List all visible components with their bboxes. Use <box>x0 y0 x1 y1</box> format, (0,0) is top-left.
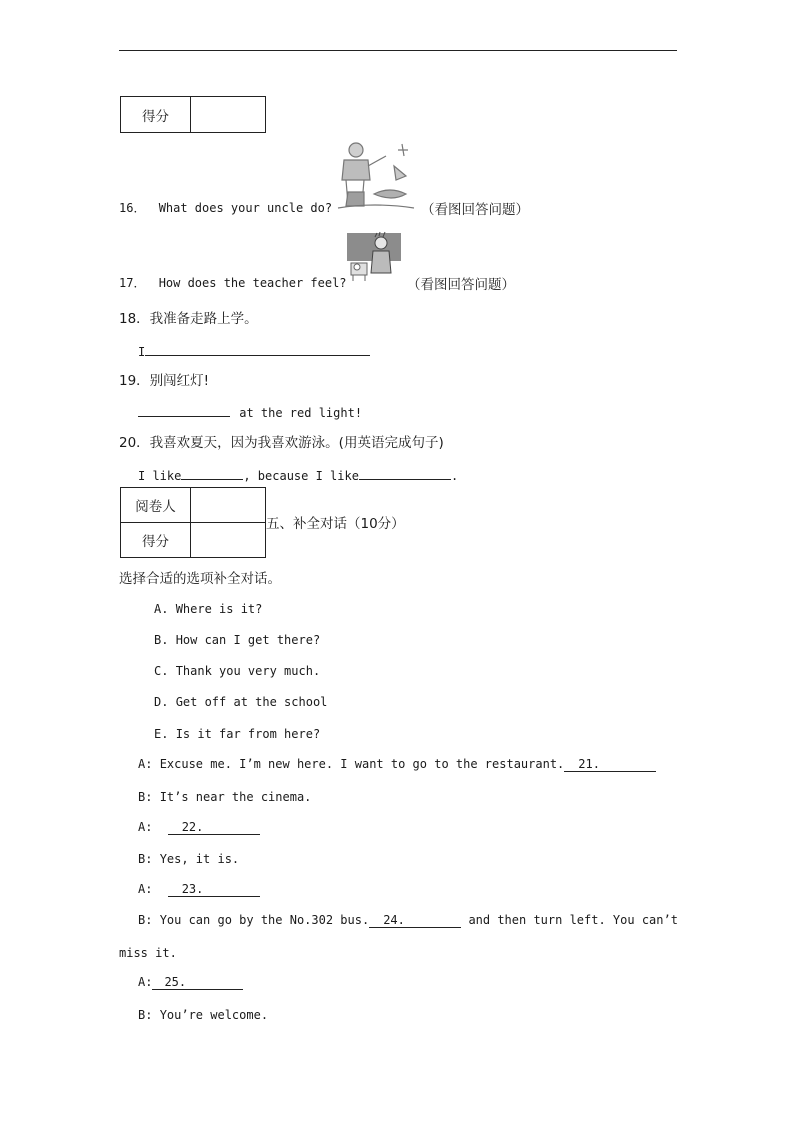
line-text: Yes, it is. <box>159 852 240 866</box>
score-label: 得分 <box>121 97 191 133</box>
option-text: Where is it? <box>175 602 263 616</box>
speaker: B: <box>138 852 153 866</box>
option-letter: A. <box>154 602 169 616</box>
dialogue-line-7 <box>138 975 243 990</box>
speaker: A: <box>138 820 153 834</box>
blank-number: 23. <box>181 882 204 896</box>
option-a <box>154 602 262 616</box>
dialogue-line-6-wrap: miss it. <box>119 946 177 960</box>
answer-end: . <box>450 469 459 483</box>
answer-blank-1[interactable] <box>181 466 243 480</box>
speaker: B: <box>138 913 153 927</box>
answer-blank-24[interactable] <box>369 913 461 928</box>
question-17-hint: （看图回答问题） <box>407 277 515 293</box>
answer-blank-2[interactable] <box>359 466 451 480</box>
option-text: Get off at the school <box>175 695 328 709</box>
reviewer-label: 阅卷人 <box>121 488 191 523</box>
line-text: Excuse me. I’m new here. I want to go to the restaurant. <box>159 757 565 771</box>
option-text: How can I get there? <box>175 633 321 647</box>
question-17 <box>119 274 347 291</box>
answer-prefix: I <box>138 345 146 359</box>
dialogue-line-3 <box>138 820 260 835</box>
option-letter: D. <box>154 695 169 709</box>
answer-part-1: I like <box>138 469 182 483</box>
option-text: Is it far from here? <box>175 727 321 741</box>
speaker: A: <box>138 975 153 989</box>
question-text: What does your uncle do? <box>158 201 333 215</box>
line-text: You’re welcome. <box>159 1008 269 1022</box>
question-16-hint: （看图回答问题） <box>421 202 529 218</box>
question-number: 16． <box>119 201 146 215</box>
option-b <box>154 633 320 647</box>
option-letter: E. <box>154 727 169 741</box>
blank-number: 24. <box>383 913 405 927</box>
dialogue-line-5 <box>138 882 260 897</box>
option-letter: C. <box>154 664 169 678</box>
section-title: 五、补全对话（10分） <box>266 516 405 532</box>
teacher-illustration-icon <box>347 229 401 283</box>
option-e <box>154 727 320 741</box>
question-18-prompt: 18．我准备走路上学。 <box>119 311 258 327</box>
answer-blank-22[interactable] <box>168 820 260 835</box>
blank-number: 25. <box>164 975 187 989</box>
question-20-answer <box>138 466 458 483</box>
dialogue-line-2 <box>138 790 311 804</box>
answer-blank-23[interactable] <box>168 882 260 897</box>
score-cell[interactable] <box>191 523 266 558</box>
answer-blank[interactable] <box>138 403 230 417</box>
blank-number: 22. <box>181 820 204 834</box>
grader-table <box>120 487 266 558</box>
answer-part-2: , because I like <box>243 469 359 483</box>
speaker: B: <box>138 790 153 804</box>
speaker: A: <box>138 882 153 896</box>
question-16 <box>119 199 332 216</box>
dialogue-line-1 <box>138 757 656 772</box>
score-value-cell[interactable] <box>191 97 266 133</box>
question-text: How does the teacher feel? <box>158 276 347 290</box>
question-18-answer <box>138 342 370 359</box>
reviewer-cell[interactable] <box>191 488 266 523</box>
line-text: It’s near the cinema. <box>159 790 312 804</box>
option-letter: B. <box>154 633 169 647</box>
answer-suffix: at the red light! <box>239 406 363 420</box>
answer-blank[interactable] <box>145 342 370 356</box>
uncle-farmer-illustration-icon <box>334 136 418 214</box>
speaker: B: <box>138 1008 153 1022</box>
dialogue-line-4 <box>138 852 239 866</box>
option-c <box>154 664 320 678</box>
answer-blank-25[interactable] <box>152 975 243 990</box>
speaker: A: <box>138 757 153 771</box>
option-d <box>154 695 327 709</box>
section-instruction: 选择合适的选项补全对话。 <box>119 571 281 587</box>
score-label: 得分 <box>121 523 191 558</box>
answer-blank-21[interactable] <box>564 757 656 772</box>
dialogue-line-8 <box>138 1008 268 1022</box>
question-20-prompt: 20．我喜欢夏天，因为我喜欢游泳。(用英语完成句子) <box>119 435 444 451</box>
line-text: You can go by the No.302 bus. <box>159 913 370 927</box>
question-19-prompt: 19．别闯红灯! <box>119 373 210 389</box>
score-table <box>120 96 266 133</box>
dialogue-line-6 <box>138 913 678 928</box>
question-number: 17． <box>119 276 146 290</box>
question-19-answer <box>138 403 362 420</box>
line-text-continued: and then turn left. You can’t <box>468 913 678 927</box>
blank-number: 21. <box>578 757 600 771</box>
option-text: Thank you very much. <box>175 664 321 678</box>
header-rule <box>119 50 677 51</box>
